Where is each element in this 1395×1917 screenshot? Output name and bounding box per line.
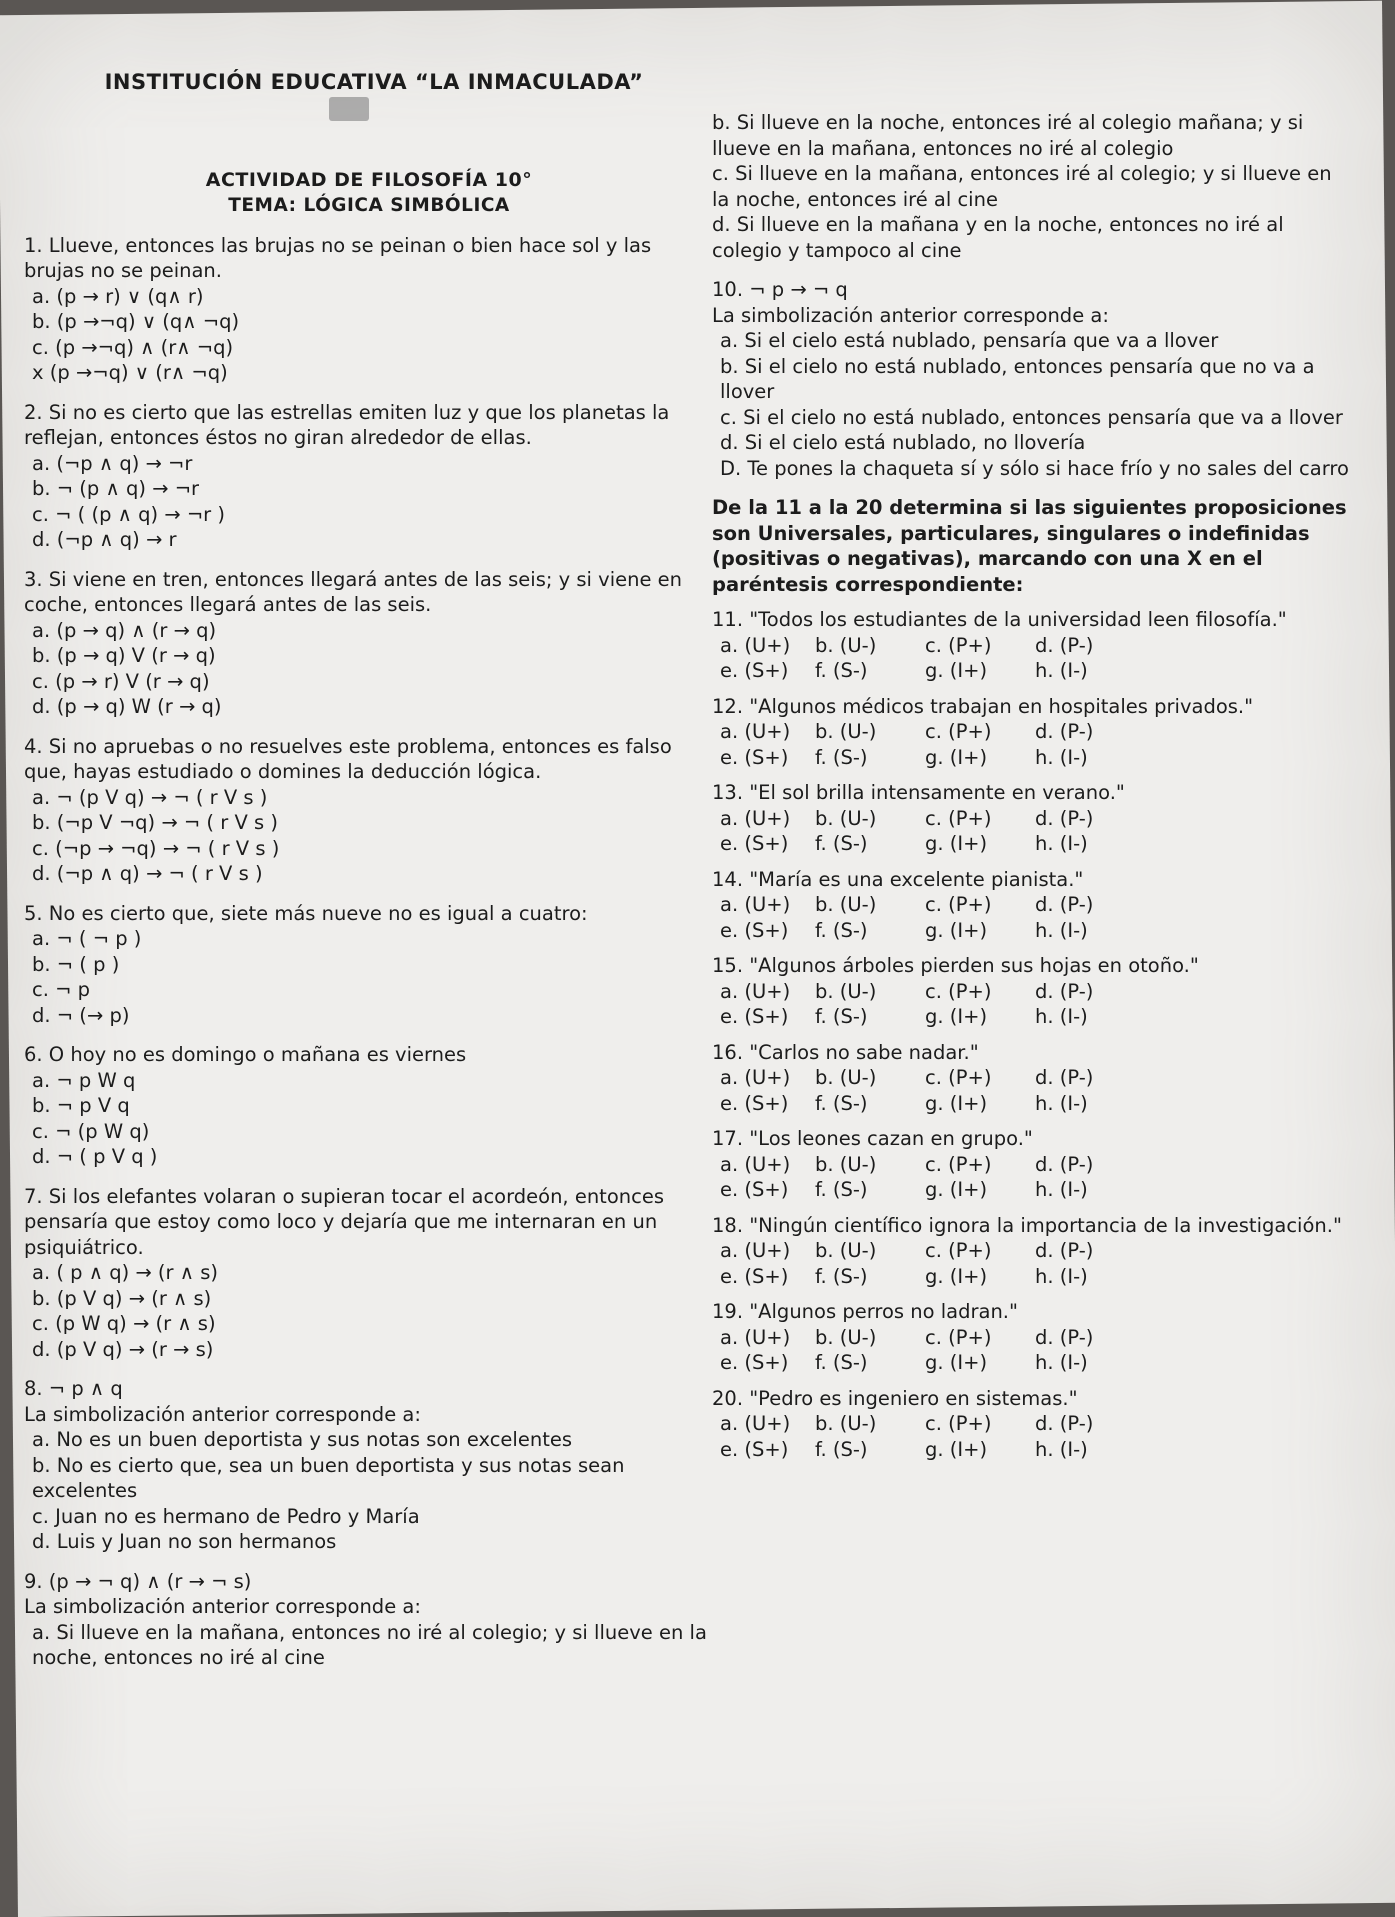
choice-option[interactable]: e. (S+) (720, 832, 789, 855)
choice-option[interactable]: g. (I+) (925, 1005, 988, 1028)
answer-option[interactable]: d. ¬ ( p V q ) (32, 1145, 158, 1168)
choice-row (712, 719, 1352, 745)
choice-row (712, 658, 1352, 684)
choice-option[interactable]: c. (P+) (925, 893, 992, 916)
question-subtext: La simbolización anterior corresponde a: (24, 1402, 421, 1426)
choice-row (712, 831, 1352, 857)
classify-question-15 (712, 953, 1352, 1030)
choice-row (712, 1325, 1352, 1351)
choice-option[interactable]: e. (S+) (720, 745, 789, 769)
choice-row (712, 633, 1352, 659)
question-text: 19. "Algunos perros no ladran." (712, 1300, 1018, 1323)
answer-option[interactable]: c. (p →¬q) ∧ (r∧ ¬q) (32, 335, 234, 359)
choice-option[interactable]: g. (I+) (925, 659, 988, 682)
instructions: De la 11 a la 20 determina si las siguientes proposiciones son Universales, particulares, singulares o indefinidas (positivas o negativas), marcando con una X en el paréntesis correspondiente: (712, 496, 1347, 596)
school-logo (0, 96, 714, 126)
right-column (712, 110, 1352, 1462)
answer-option[interactable]: d. (¬p ∧ q) → ¬ ( r V s ) (32, 862, 263, 885)
choice-option[interactable]: f. (S-) (815, 918, 868, 942)
choice-option[interactable]: a. (U+) (720, 1152, 791, 1176)
choice-option[interactable]: a. (U+) (720, 1325, 791, 1349)
question-text: 15. "Algunos árboles pierden sus hojas en otoño." (712, 954, 1199, 977)
choice-option[interactable]: a. (U+) (720, 720, 791, 743)
choice-option[interactable]: e. (S+) (720, 1178, 789, 1201)
question-text: 3. Si viene en tren, entonces llegará antes de las seis; y si viene en coche, entonces llegará antes de las seis. (24, 567, 683, 616)
choice-option[interactable]: f. (S-) (815, 1005, 868, 1028)
choice-option[interactable]: h. (I-) (1035, 659, 1088, 682)
choice-row (712, 1004, 1352, 1030)
answer-option[interactable]: b. (¬p V ¬q) → ¬ ( r V s ) (32, 811, 278, 834)
classify-question-11 (712, 607, 1352, 684)
choice-option[interactable]: c. (P+) (925, 806, 992, 830)
question-text: 14. "María es una excelente pianista." (712, 867, 1084, 891)
choice-option[interactable]: h. (I-) (1035, 745, 1088, 769)
answer-option[interactable]: x (p →¬q) ∨ (r∧ ¬q) (32, 361, 228, 384)
answer-option[interactable]: c. Si llueve en la mañana, entonces iré al colegio; y si llueve en la noche, entonces iré al cine (712, 162, 1332, 211)
choice-option[interactable]: g. (I+) (925, 1091, 988, 1115)
answer-option[interactable]: b. (p V q) → (r ∧ s) (32, 1286, 212, 1310)
left-column (24, 70, 714, 1671)
choice-option[interactable]: c. (P+) (925, 633, 992, 657)
choice-row (712, 1065, 1352, 1091)
question-text: 11. "Todos los estudiantes de la universidad leen filosofía." (712, 608, 1287, 631)
choice-option[interactable]: c. (P+) (925, 1239, 992, 1262)
choice-option[interactable]: f. (S-) (815, 1178, 868, 1201)
choice-option[interactable]: f. (S-) (815, 1091, 868, 1115)
answer-option[interactable]: d. Luis y Juan no son hermanos (32, 1530, 337, 1553)
answer-option[interactable]: a. No es un buen deportista y sus notas son excelentes (32, 1428, 572, 1451)
choice-option[interactable]: d. (P-) (1035, 633, 1094, 657)
choice-option[interactable]: g. (I+) (925, 832, 988, 855)
question-text: 18. "Ningún científico ignora la importancia de la investigación." (712, 1213, 1342, 1237)
choice-option[interactable]: e. (S+) (720, 659, 789, 682)
question-10-sub: La simbolización anterior corresponde a: (712, 303, 1109, 327)
choice-row (712, 745, 1352, 771)
question-6 (24, 1042, 714, 1170)
question-9 (24, 1569, 714, 1671)
choice-option[interactable]: f. (S-) (815, 1351, 868, 1374)
choice-option[interactable]: a. (U+) (720, 1239, 791, 1262)
question-text: 1. Llueve, entonces las brujas no se peinan o bien hace sol y las brujas no se peinan. (24, 233, 652, 282)
question-text: 4. Si no apruebas o no resuelves este problema, entonces es falso que, hayas estudiado o domines la deducción lógica. (24, 734, 672, 783)
choice-option[interactable]: c. (P+) (925, 1152, 992, 1176)
classify-question-13 (712, 780, 1352, 857)
answer-option[interactable]: a. (¬p ∧ q) → ¬r (32, 451, 193, 475)
question-text: 20. "Pedro es ingeniero en sistemas." (712, 1386, 1078, 1410)
question-3 (24, 567, 714, 720)
activity-title: ACTIVIDAD DE FILOSOFÍA 10° (205, 168, 533, 191)
choice-option[interactable]: b. (U-) (815, 893, 877, 916)
choice-option[interactable]: g. (I+) (925, 1437, 988, 1461)
answer-option[interactable]: c. (p W q) → (r ∧ s) (32, 1312, 216, 1335)
choice-option[interactable]: h. (I-) (1035, 832, 1088, 855)
choice-option[interactable]: g. (I+) (925, 745, 988, 769)
choice-row (712, 918, 1352, 944)
answer-option[interactable]: b. ¬ (p ∧ q) → ¬r (32, 477, 200, 500)
question-5 (24, 901, 714, 1029)
choice-option[interactable]: d. (P-) (1035, 1412, 1094, 1435)
question-text: 2. Si no es cierto que las estrellas emiten luz y que los planetas la reflejan, entonces éstos no giran alrededor de ellas. (24, 400, 670, 449)
choice-option[interactable]: b. (U-) (815, 633, 877, 657)
choice-row (712, 806, 1352, 832)
question-10-options (712, 328, 1352, 481)
classify-question-16 (712, 1040, 1352, 1117)
choice-option[interactable]: g. (I+) (925, 1178, 988, 1201)
choice-option[interactable]: d. (P-) (1035, 979, 1094, 1003)
choice-option[interactable]: b. (U-) (815, 1152, 877, 1176)
topic-title: TEMA: LÓGICA SIMBÓLICA (228, 195, 510, 216)
choice-option[interactable]: c. (P+) (925, 1325, 992, 1349)
classify-question-20 (712, 1386, 1352, 1463)
left-questions (24, 233, 714, 1671)
answer-option[interactable]: c. Juan no es hermano de Pedro y María (32, 1504, 420, 1528)
answer-option[interactable]: a. (p → q) ∧ (r → q) (32, 618, 217, 642)
question-text: 16. "Carlos no sabe nadar." (712, 1040, 979, 1064)
choice-option[interactable]: d. (P-) (1035, 806, 1094, 830)
choice-option[interactable]: e. (S+) (720, 1091, 789, 1115)
question-text: 12. "Algunos médicos trabajan en hospitales privados." (712, 694, 1254, 718)
answer-option[interactable]: d. Si el cielo está nublado, no llovería (720, 431, 1086, 454)
answer-option[interactable]: b. ¬ ( p ) (32, 952, 120, 976)
choice-option[interactable]: d. (P-) (1035, 1152, 1094, 1176)
choice-row (712, 1264, 1352, 1290)
classification-questions (712, 607, 1352, 1462)
choice-option[interactable]: c. (P+) (925, 720, 992, 743)
choice-option[interactable]: f. (S-) (815, 832, 868, 855)
choice-option[interactable]: g. (I+) (925, 1264, 988, 1288)
choice-option[interactable]: a. (U+) (720, 979, 791, 1003)
answer-option[interactable]: a. Si llueve en la mañana, entonces no iré al colegio; y si llueve en la noche, entonces no iré al cine (32, 1620, 707, 1669)
choice-option[interactable]: h. (I-) (1035, 1351, 1088, 1374)
choice-option[interactable]: e. (S+) (720, 1005, 789, 1028)
choice-option[interactable]: e. (S+) (720, 1351, 789, 1374)
choice-option[interactable]: b. (U-) (815, 720, 877, 743)
question-text: 8. ¬ p ∧ q (24, 1377, 123, 1400)
classify-question-14 (712, 867, 1352, 944)
choice-option[interactable]: d. (P-) (1035, 1066, 1094, 1089)
choice-option[interactable]: h. (I-) (1035, 918, 1088, 942)
choice-option[interactable]: f. (S-) (815, 1264, 868, 1288)
question-text: 17. "Los leones cazan en grupo." (712, 1127, 1033, 1150)
answer-option[interactable]: b. Si llueve en la noche, entonces iré al colegio mañana; y si llueve en la mañana, entonces no iré al colegio (712, 111, 1304, 160)
choice-option[interactable]: e. (S+) (720, 1437, 789, 1461)
answer-option[interactable]: a. (p → r) ∨ (q∧ r) (32, 284, 204, 308)
choice-option[interactable]: a. (U+) (720, 633, 791, 657)
question-9-continued (712, 110, 1352, 263)
choice-option[interactable]: b. (U-) (815, 806, 877, 830)
choice-option[interactable]: e. (S+) (720, 1264, 789, 1288)
question-2 (24, 400, 714, 553)
choice-option[interactable]: f. (S-) (815, 659, 868, 682)
choice-option[interactable]: a. (U+) (720, 806, 791, 830)
answer-option[interactable]: a. ¬ (p V q) → ¬ ( r V s ) (32, 785, 268, 809)
classify-question-12 (712, 694, 1352, 771)
question-text: 9. (p → ¬ q) ∧ (r → ¬ s) (24, 1569, 252, 1593)
choice-row (712, 892, 1352, 918)
answer-option[interactable]: c. ¬ p (32, 978, 91, 1001)
question-subtext: La simbolización anterior corresponde a: (24, 1595, 421, 1618)
answer-option[interactable]: c. ¬ (p W q) (32, 1119, 150, 1143)
choice-option[interactable]: a. (U+) (720, 1412, 791, 1435)
choice-option[interactable]: c. (P+) (925, 1066, 992, 1089)
choice-option[interactable]: c. (P+) (925, 1412, 992, 1435)
choice-row (712, 1437, 1352, 1463)
answer-option[interactable]: d. ¬ (→ p) (32, 1003, 130, 1027)
choice-option[interactable]: f. (S-) (815, 1437, 868, 1461)
question-text: 6. O hoy no es domingo o mañana es viernes (24, 1043, 467, 1066)
answer-option[interactable]: c. Si el cielo no está nublado, entonces pensaría que va a llover (720, 405, 1343, 429)
question-4 (24, 734, 714, 887)
answer-option[interactable]: d. Si llueve en la mañana y en la noche, entonces no iré al colegio y tampoco al cine (712, 213, 1284, 262)
choice-row (712, 979, 1352, 1005)
choice-option[interactable]: h. (I-) (1035, 1437, 1088, 1461)
answer-option[interactable]: b. No es cierto que, sea un buen deportista y sus notas sean excelentes (32, 1453, 625, 1502)
answer-option[interactable]: c. ¬ ( (p ∧ q) → ¬r ) (32, 502, 226, 526)
answer-option[interactable]: b. (p → q) V (r → q) (32, 644, 216, 667)
choice-option[interactable]: a. (U+) (720, 893, 791, 916)
choice-row (712, 1091, 1352, 1117)
choice-option[interactable]: c. (P+) (925, 979, 992, 1003)
question-text: 13. "El sol brilla intensamente en verano." (712, 781, 1125, 804)
choice-option[interactable]: g. (I+) (925, 1351, 988, 1374)
choice-row (712, 1152, 1352, 1178)
answer-option[interactable]: b. Si el cielo no está nublado, entonces pensaría que no va a llover (720, 354, 1315, 403)
choice-option[interactable]: f. (S-) (815, 745, 868, 769)
choice-option[interactable]: a. (U+) (720, 1066, 791, 1089)
choice-option[interactable]: e. (S+) (720, 918, 789, 942)
answer-option[interactable]: b. (p →¬q) ∨ (q∧ ¬q) (32, 310, 240, 333)
question-1 (24, 233, 714, 386)
answer-option[interactable]: D. Te pones la chaqueta sí y sólo si hace frío y no sales del carro (720, 456, 1349, 480)
classify-question-19 (712, 1299, 1352, 1376)
choice-option[interactable]: b. (U-) (815, 1412, 877, 1435)
choice-option[interactable]: d. (P-) (1035, 893, 1094, 916)
answer-option[interactable]: b. ¬ p V q (32, 1094, 130, 1117)
answer-option[interactable]: c. (p → r) V (r → q) (32, 669, 210, 693)
question-text: 7. Si los elefantes volaran o supieran tocar el acordeón, entonces pensaría que estoy como loco y dejaría que me internaran en un psiquiátrico. (24, 1184, 664, 1259)
choice-row (712, 1238, 1352, 1264)
choice-row (712, 1177, 1352, 1203)
choice-row (712, 1411, 1352, 1437)
answer-option[interactable]: a. ¬ ( ¬ p ) (32, 927, 142, 950)
question-text: 5. No es cierto que, siete más nueve no es igual a cuatro: (24, 901, 588, 925)
question-7 (24, 1184, 714, 1363)
answer-option[interactable]: d. (¬p ∧ q) → r (32, 528, 177, 551)
answer-option[interactable]: a. ¬ p W q (32, 1068, 136, 1092)
answer-option[interactable]: a. Si el cielo está nublado, pensaría que va a llover (720, 329, 1219, 352)
classify-question-18 (712, 1213, 1352, 1290)
crest-icon (329, 97, 369, 121)
answer-option[interactable]: a. ( p ∧ q) → (r ∧ s) (32, 1261, 218, 1284)
choice-option[interactable]: h. (I-) (1035, 1091, 1088, 1115)
choice-option[interactable]: b. (U-) (815, 1325, 877, 1349)
choice-option[interactable]: g. (I+) (925, 918, 988, 942)
institution-title: INSTITUCIÓN EDUCATIVA “LA INMACULADA” (104, 70, 644, 94)
question-8 (24, 1376, 714, 1555)
choice-option[interactable]: b. (U-) (815, 1239, 877, 1262)
question-10 (712, 277, 1352, 481)
choice-option[interactable]: d. (P-) (1035, 720, 1094, 743)
question-10-text: 10. ¬ p → ¬ q (712, 278, 848, 301)
choice-option[interactable]: h. (I-) (1035, 1005, 1088, 1028)
choice-option[interactable]: h. (I-) (1035, 1178, 1088, 1201)
choice-option[interactable]: d. (P-) (1035, 1325, 1094, 1349)
choice-option[interactable]: h. (I-) (1035, 1264, 1088, 1288)
choice-row (712, 1350, 1352, 1376)
choice-option[interactable]: d. (P-) (1035, 1239, 1094, 1262)
classify-question-17 (712, 1126, 1352, 1203)
answer-option[interactable]: c. (¬p → ¬q) → ¬ ( r V s ) (32, 836, 280, 860)
choice-option[interactable]: b. (U-) (815, 1066, 877, 1089)
choice-option[interactable]: b. (U-) (815, 979, 877, 1003)
answer-option[interactable]: d. (p V q) → (r → s) (32, 1337, 214, 1361)
answer-option[interactable]: d. (p → q) W (r → q) (32, 695, 222, 718)
